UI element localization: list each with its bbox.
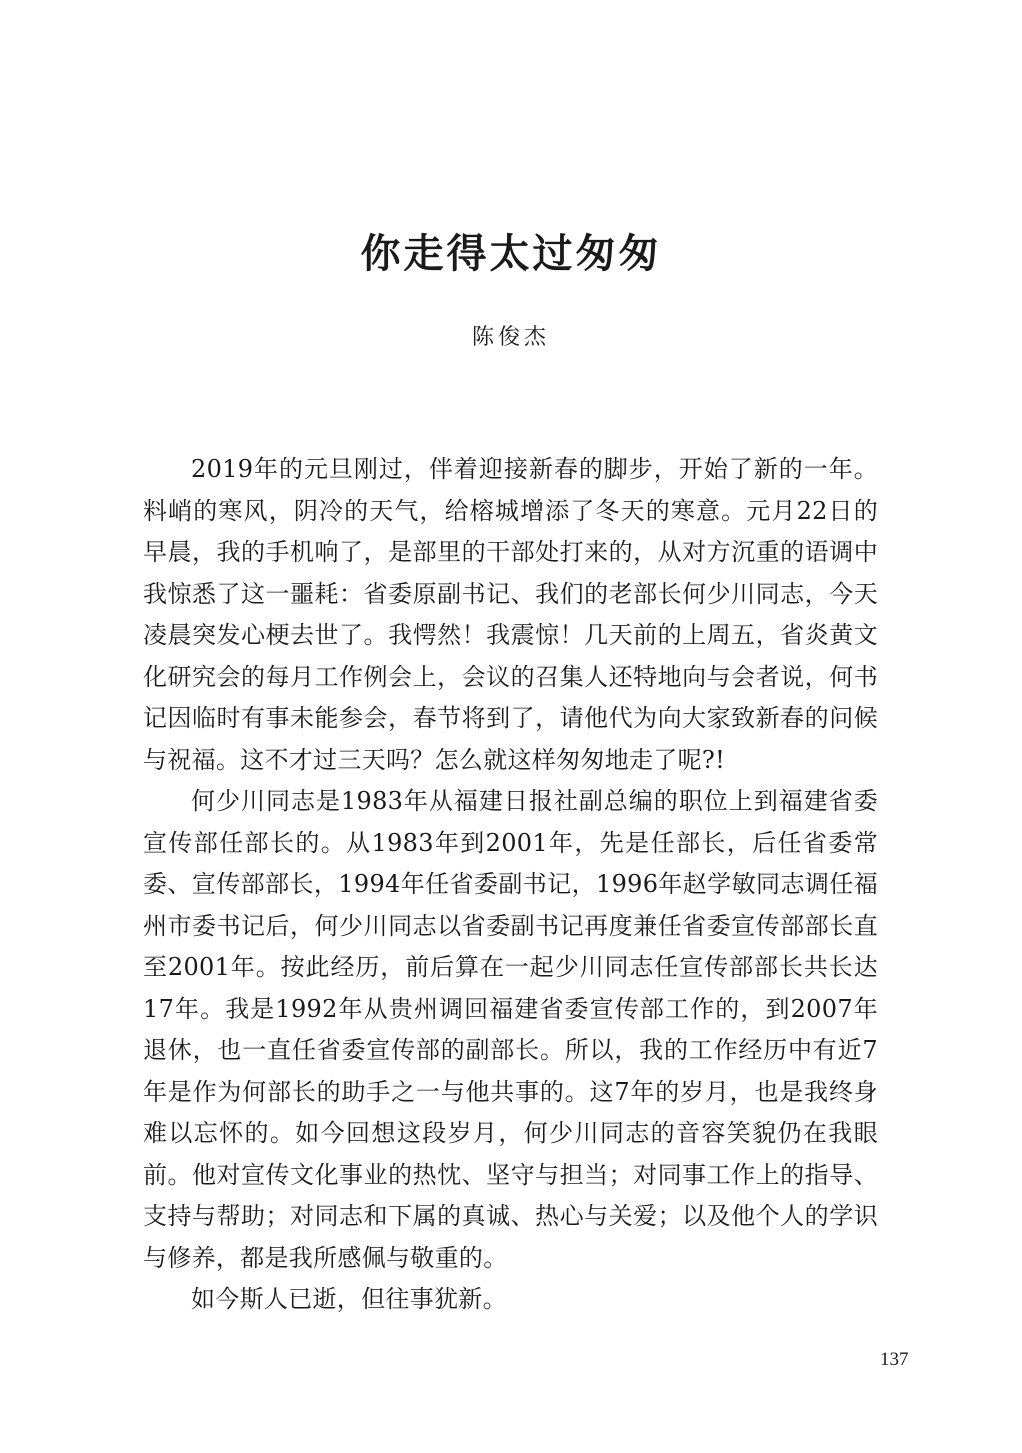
body-paragraph: 2019年的元旦刚过，伴着迎接新春的脚步，开始了新的一年。料峭的寒风，阴冷的天气，给榕城增添了冬天的寒意。元月22日的早晨，我的手机响了，是部里的干部处打来的，从对方沉重的语调中我惊悉了这一噩耗：省委原副书记、我们的老部长何少川同志，今天凌晨突发心梗去世了。我愕然！我震惊！几天前的上周五，省炎黄文化研究会的每月工作例会上，会议的召集人还特地向与会者说，何书记因临时有事未能参会，春节将到了，请他代为向大家致新春的问候与祝福。这不才过三天吗？怎么就这样匆匆地走了呢?! — [143, 455, 878, 774]
body-paragraph: 何少川同志是1983年从福建日报社副总编的职位上到福建省委宣传部任部长的。从1983年到2001年，先是任部长，后任省委常委、宣传部部长，1994年任省委副书记，1996年赵学敏同志调任福州市委书记后，何少川同志以省委副书记再度兼任省委宣传部部长直至2001年。按此经历，前后算在一起少川同志任宣传部部长共长达17年。我是1992年从贵州调回福建省委宣传部工作的，到2007年退休，也一直任省委宣传部的副部长。所以，我的工作经历中有近7年是作为何部长的助手之一与他共事的。这7年的岁月，也是我终身难以忘怀的。如今回想这段岁月，何少川同志的音容笑貌仍在我眼前。他对宣传文化事业的热忱、坚守与担当；对同事工作上的指导、支持与帮助；对同志和下属的真诚、热心与关爱；以及他个人的学识与修养，都是我所感佩与敬重的。 — [143, 787, 878, 1272]
body-paragraph: 如今斯人已逝，但往事犹新。 — [191, 1285, 507, 1313]
article-title: 你走得太过匆匆 — [360, 230, 662, 277]
article-author: 陈俊杰 — [471, 325, 550, 350]
article-body — [143, 449, 878, 1321]
page-number: 137 — [880, 1349, 909, 1370]
